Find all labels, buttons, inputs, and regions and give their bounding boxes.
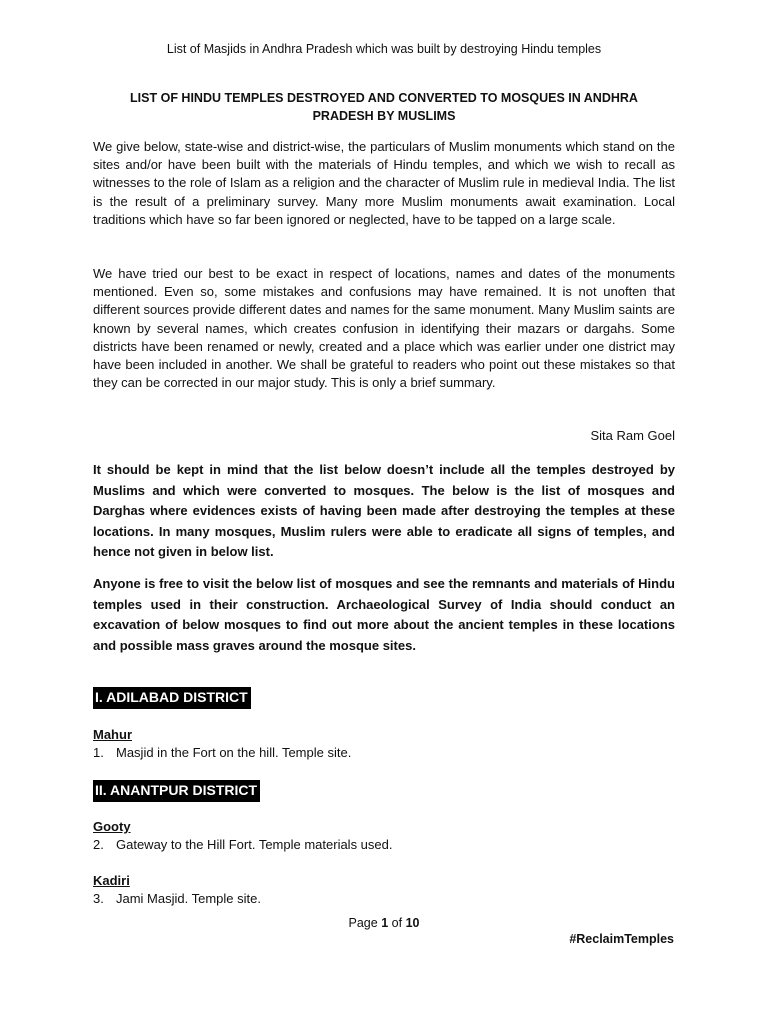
- town-heading-kadiri: Kadiri: [93, 873, 130, 888]
- list-item-text: Gateway to the Hill Fort. Temple materials used.: [116, 837, 393, 852]
- page-current: 1: [381, 916, 389, 930]
- town-heading-gooty: Gooty: [93, 819, 131, 834]
- intro-paragraph-2: We have tried our best to be exact in respect of locations, names and dates of the monuments mentioned. Even so, some mistakes and confusions may have remained. It is not unoften that different sources provide different dates and names for the same monument. Many Muslim saints are known by several names, which creates confusion in identifying their mazars or dargahs. Some districts have been renamed or newly, created and a place which was earlier under one district may have been included in another. We shall be grateful to readers who point out these mistakes so that they can be corrected in our major study. This is only a brief summary.: [93, 266, 675, 391]
- list-item: [93, 745, 351, 760]
- list-item-number: 3.: [93, 891, 104, 906]
- document-title: LIST OF HINDU TEMPLES DESTROYED AND CONVERTED TO MOSQUES IN ANDHRA PRADESH BY MUSLIMS: [130, 91, 638, 123]
- district-heading-adilabad: I. ADILABAD DISTRICT: [93, 687, 251, 709]
- note-paragraph-1: It should be kept in mind that the list below doesn’t include all the temples destroyed by Muslims and which were converted to mosques. The below is the list of mosques and Darghas where evidences exists of having been made after destroying the temples at these locations. In many mosques, Muslim rulers were able to eradicate all signs of temples, and hence not given in below list.: [93, 462, 675, 560]
- list-item: [93, 837, 393, 852]
- footer-hashtag: #ReclaimTemples: [569, 932, 674, 946]
- town-heading-mahur: Mahur: [93, 727, 132, 742]
- page-label: Page: [348, 916, 378, 930]
- list-item-text: Jami Masjid. Temple site.: [116, 891, 261, 906]
- page-total: 10: [405, 916, 420, 930]
- list-item-number: 1.: [93, 745, 104, 760]
- list-item-text: Masjid in the Fort on the hill. Temple site.: [116, 745, 352, 760]
- list-item-number: 2.: [93, 837, 104, 852]
- list-item: [93, 891, 261, 906]
- running-header: List of Masjids in Andhra Pradesh which was built by destroying Hindu temples: [166, 42, 602, 56]
- author-signature: Sita Ram Goel: [590, 428, 675, 443]
- district-heading-anantpur: II. ANANTPUR DISTRICT: [93, 780, 260, 802]
- intro-paragraph-1: We give below, state-wise and district-wise, the particulars of Muslim monuments which stand on the sites and/or have been built with the materials of Hindu temples, and which we wish to recall as witnesses to the role of Islam as a religion and the character of Muslim rule in medieval India. The list is the result of a preliminary survey. Many more Muslim monuments await examination. Local traditions which have so far been ignored or neglected, have to be tapped on a large scale.: [93, 139, 675, 227]
- page-of-label: of: [391, 916, 403, 930]
- note-paragraph-2: Anyone is free to visit the below list of mosques and see the remnants and materials of Hindu temples used in their construction. Archaeological Survey of India should conduct an excavation of below mosques to find out more about the ancient temples in these locations and possible mass graves around the mosque sites.: [93, 576, 675, 653]
- page-number: [0, 916, 768, 930]
